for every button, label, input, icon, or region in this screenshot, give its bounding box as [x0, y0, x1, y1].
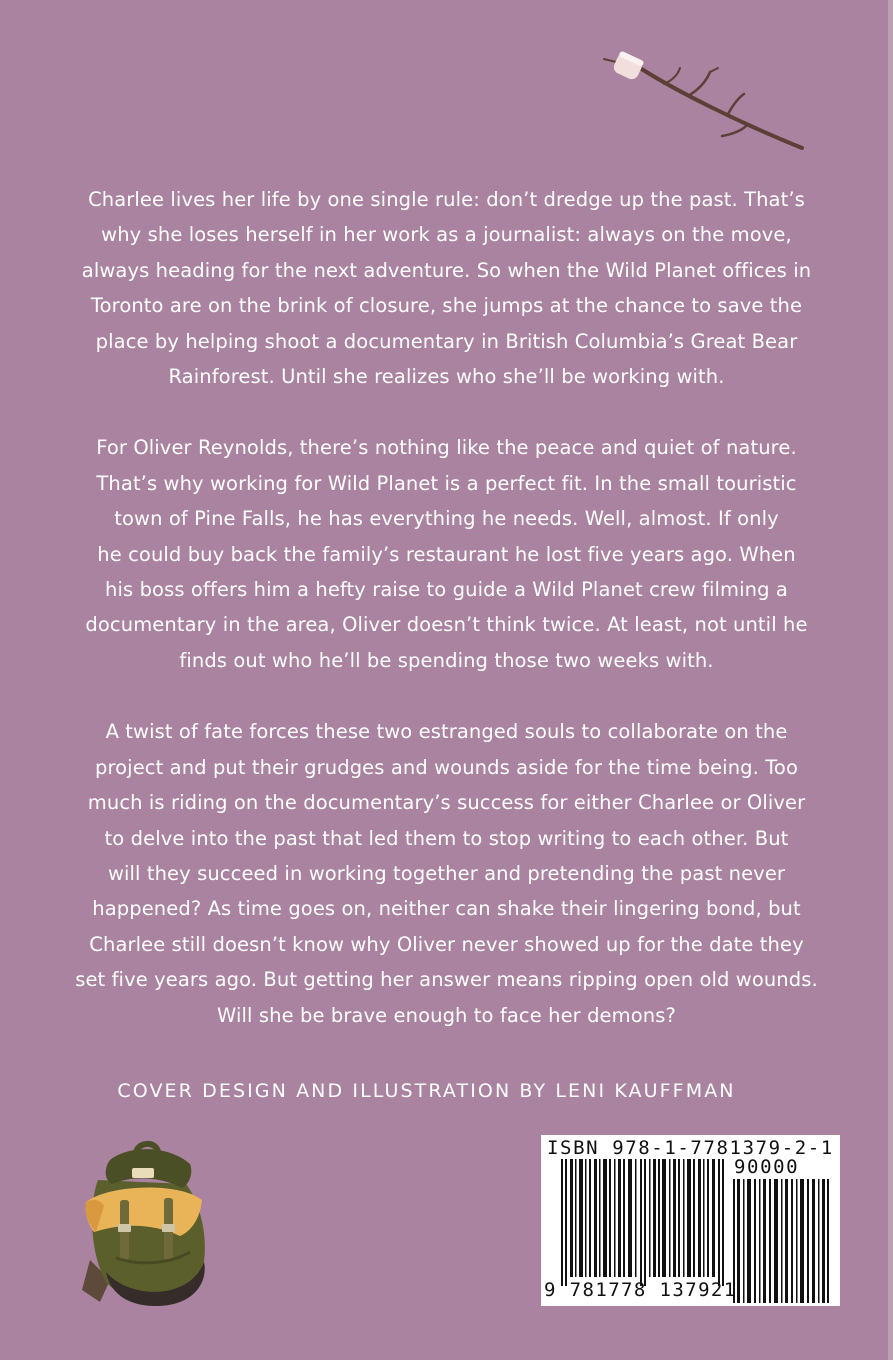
blurb-line: much is riding on the documentary’s success for either Charlee or Oliver	[87, 791, 806, 815]
blurb-line: Will she be brave enough to face her demons?	[217, 1003, 676, 1027]
blurb-line: Charlee still doesn’t know why Oliver never showed up for the date they	[89, 932, 804, 956]
cover-credit: COVER DESIGN AND ILLUSTRATION BY LENI KAUFFMAN	[117, 1080, 736, 1102]
blurb-line: That’s why working for Wild Planet is a perfect fit. In the small touristic	[96, 471, 797, 495]
barcode-bars	[561, 1159, 727, 1286]
blurb-line: he could buy back the family’s restaurant he lost five years ago. When	[97, 542, 796, 566]
blurb-line: set five years ago. But getting her answer means ripping open old wounds.	[75, 968, 818, 992]
blurb-line: town of Pine Falls, he has everything he needs. Well, almost. If only	[114, 507, 779, 531]
isbn-label: ISBN 978-1-7781379-2-1	[547, 1137, 834, 1159]
blurb-line: documentary in the area, Oliver doesn’t think twice. At least, not until he	[85, 613, 808, 637]
blurb-paragraph-3	[40, 714, 853, 1033]
blurb-line: to delve into the past that led them to stop writing to each other. But	[104, 826, 789, 850]
barcode-addon-number: 90000	[734, 1156, 800, 1178]
marshmallow-stick-icon	[598, 50, 810, 160]
blurb-line: For Oliver Reynolds, there’s nothing like the peace and quiet of nature.	[96, 436, 797, 460]
blurb-paragraph-2	[40, 430, 853, 678]
blurb-paragraph-1	[40, 182, 853, 394]
blurb-line: finds out who he’ll be spending those two weeks with.	[179, 648, 714, 672]
blurb-line: Toronto are on the brink of closure, she jumps at the chance to save the	[90, 294, 803, 318]
blurb-line: will they succeed in working together and pretending the past never	[107, 861, 786, 885]
blurb-line: place by helping shoot a documentary in British Columbia’s Great Bear	[95, 329, 798, 353]
blurb-line: project and put their grudges and wounds aside for the time being. Too	[94, 755, 798, 779]
blurb-line: always heading for the next adventure. So when the Wild Planet offices in	[81, 258, 812, 282]
ean-number: 9 781778 137921	[544, 1279, 737, 1301]
blurb-line: why she loses herself in her work as a journalist: always on the move,	[101, 223, 792, 247]
barcode-addon-bars	[733, 1179, 831, 1303]
blurb-line: Rainforest. Until she realizes who she’ll be working with.	[168, 365, 725, 389]
blurb-line: A twist of fate forces these two estranged souls to collaborate on the	[105, 720, 788, 744]
blurb-text	[40, 182, 853, 1069]
blurb-line: his boss offers him a hefty raise to guide a Wild Planet crew filming a	[105, 578, 788, 602]
blurb-line: Charlee lives her life by one single rule: don’t dredge up the past. That’s	[88, 188, 805, 211]
isbn-barcode	[541, 1135, 840, 1306]
spine-edge	[888, 0, 893, 1360]
backpack-icon	[70, 1140, 220, 1312]
blurb-line: happened? As time goes on, neither can shake their lingering bond, but	[92, 897, 801, 921]
